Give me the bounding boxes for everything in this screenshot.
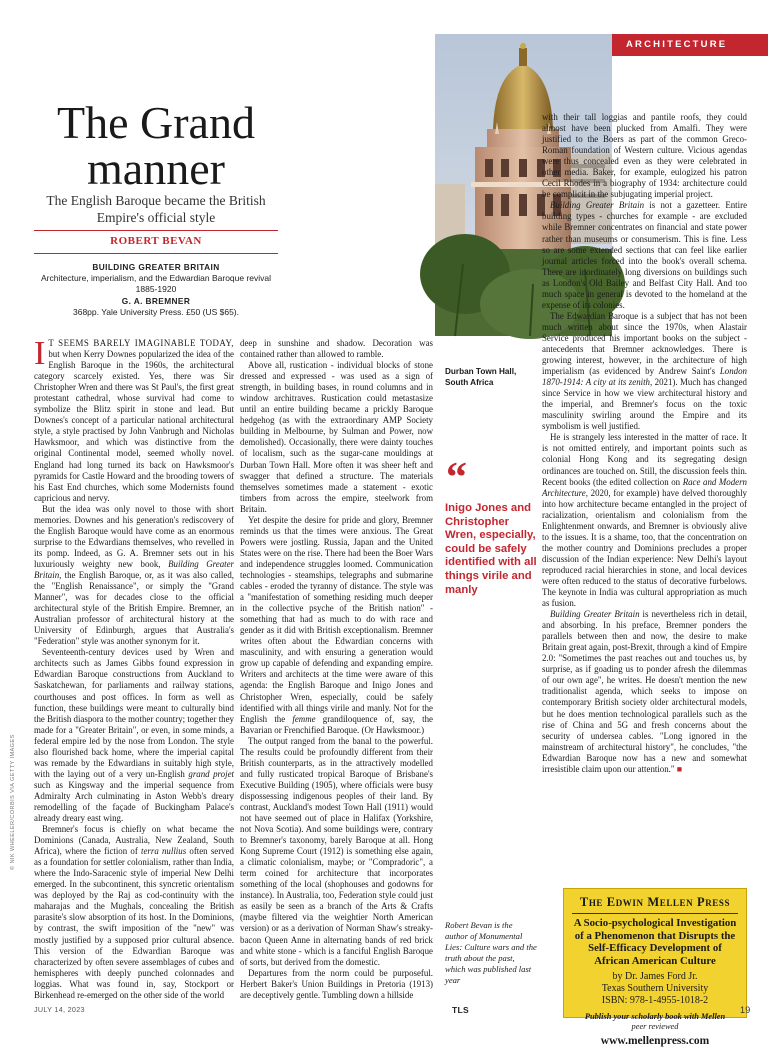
end-mark-icon: ■ <box>676 763 683 774</box>
paragraph-10: with their tall loggias and pantile roofs, they could almost have been plucked from Amalfi. They were justified to the Boers as part of the common Greco-Roman foundation of Western culture. Vicious agendas were thus concealed even as they were celebrated in other media. Baker, for example, eulogized his patron Cecil Rhodes in a biography of 1934: architecture could be complicit in the subjugating imperial project. <box>542 112 747 200</box>
ad-divider <box>572 913 738 914</box>
ad-peer-reviewed: peer reviewed <box>631 1022 679 1032</box>
footer-date: JULY 14, 2023 <box>34 1005 85 1014</box>
paragraph-6: Above all, rustication - individual blocks of stone dressed and expressed - was used as a sign of strength, in building bases, in round columns and in window architraves. Rustication could metastasize until an entire building became a prickly Baroque hedgehog (as with the extraordinary AMP Society building in Melbourne, by Sulman and Power, now demolished). Occasionally, there were dainty touches of localism, such as the sugar-cane mouldings at Durban Town Hall. More often it was sheer heft and swagger that defined a structure. The materials themselves sometimes made a statement - exotic timbers from across the empire, steelwork from Britain. <box>240 360 433 514</box>
ad-publisher: The Edwin Mellen Press <box>579 895 731 909</box>
paragraph-11: Building Greater Britain is not a gazetteer. Entire building types - churches for example - are excluded while Bremner concentrates on financial and state power rather than museums or consumerism. This is fine. Less so are some extended sections that can feel like earlier journal articles forced into the book's overall schema. There are inordinately long diversions on buildings such as London's Old Bailey and Belfast City Hall. And too much space in general is devoted to the homeland at the expense of its colonies. <box>542 200 748 310</box>
author-bio: Robert Bevan is the author of Monumental Lies: Culture wars and the truth about the past, which was published last year <box>445 920 537 985</box>
photo-credit: © NIK WHEELER/CORBIS VIA GETTY IMAGES <box>10 734 16 870</box>
paragraph-3: Seventeenth-century devices used by Wren and architects such as James Gibbs found expression in Edwardian Baroque constructions from Auckland to Saskatchewan, for parliaments and railway stations, courthouses and post offices. In form as well as function, these buildings were meant to culturally bind the British diaspora to the mother country; together they made for a "Greater Britain", or even, in some minds, a federal empire led by the nose from London. The style also flourished back home, where the imperial capital was remade by the Edwardians in suitably high style, with the laying out of a very un-English grand projet such as Kingsway and the imperial sequence from Admiralty Arch culminating in Aston Webb's dreary remodelling of the façade of Buckingham Palace's already dreary east wing. <box>34 647 234 824</box>
ad-book-title: A Socio-psychological Investigation of a Phenomenon that Disrupts the Self-Efficacy Development of African American Culture <box>573 917 737 967</box>
paragraph-1: I T SEEMS BARELY IMAGINABLE TODAY, but when Kerry Downes popularized the idea of the English Baroque in the 1960s, the architectural category scarcely existed. Yes, there was Sir Christopher Wren and there was St Paul's, the first great protestant cathedral, whose survival had come to symbolize the Blitz spirit in stone and lead. But Downes's concept of a particular national architectural style, a style practised by John Vanbrugh and Nicholas Hawksmoor, and which was distinctive from the original Continental model, seemed wholly novel. England had long turned its back on Hawksmoor's pyramids for Castle Howard and the brooding towers of his East End churches, which some Modernists found capricious and nervy. <box>34 335 234 503</box>
paragraph-5: deep in sunshine and shadow. Decoration was contained rather than allowed to ramble. <box>240 338 433 360</box>
paragraph-2: But the idea was only novel to those with short memories. Downes and his generation's rediscovery of the English Baroque would have come as an enormous surprise to the Edwardians themselves, who revelled in its pomp. Indeed, as G. A. Bremner sets out in his luxuriously weighty new book, Building Greater Britain, the English Baroque, or, as it was also called, the "English Renaissance", or simply the "Grand Manner", was for decades close to the official architectural style of the British Empire. Bremner, an Australian professor of architectural history at the University of Edinburgh, argues that Australia's "Federation" style was another synonym for it. <box>34 503 235 647</box>
paragraph-4: Bremner's focus is chiefly on what became the Dominions (Canada, Australia, New Zealand, South Africa), where the fiction of terra nullius often served as a foundation for settler colonialism, rather than India, where the Indo-Saracenic style of imperial New Delhi emerged. In the subcontinent, this syncretic orientalism was deployed by the Raj as cod-continuity with the maharajas and the Mughals, concealing the British parasite's slow absorption of its host. In the Dominions, by contrast, the swift imposition of the "new" was mostly justified by a supposed prior cultural absence. This version of the Edwardian Baroque was characterized by often severe assemblages of cubes and hemispheres with deeply punched colonnades and loggias. What was found in, say, Stockport or Birkenhead re-emerged on the other side of the world <box>34 824 234 1000</box>
paragraph-12: The Edwardian Baroque is a subject that has not been much written about since the 1970s, when Alastair Service produced his important books on the subject - antecedents that Bremner acknowledges. There is growing interest, however, in the architecture of high imperialism (as evidenced by Andrew Saint's London 1870-1914: A city at its zenith, 2021). Much has changed since Service in how we view architectural history and the imperial, and Bremner's focus on the toxic masculinity swirling around the Empire and its symbolism is well justified. <box>542 310 747 432</box>
paragraph-14: Building Greater Britain is nevertheless rich in detail, and absorbing. In his preface, Bremner ponders the parallels between then and now, the desire to make Britain great again, post-Brexit, through a kind of Empire 2.0: "Sometimes the past reaches out and touches us, by surprise, as if goading us to ponder afresh the dilemmas of our own age", he writes. He doesn't mention the new traditionalist agenda, which seeks to impose on contemporary British society older architectural models, but he does mention technological parallels such as the rise of China and 5G and fresh concerns about the security of undersea cables. "Long ignored in the mainstream of architectural history", he concludes, "the Edwardian Baroque now has a new and somewhat irresistible claim upon our attention." ■ <box>542 609 747 774</box>
book-author: G. A. BREMNER <box>121 296 191 306</box>
drop-cap: I <box>34 335 46 372</box>
ad-author: by Dr. James Ford Jr. <box>612 971 698 983</box>
quote-mark-icon: “ <box>446 455 467 501</box>
article-subtitle: The English Baroque became the British Empire's official style <box>46 193 266 225</box>
photo-caption: Durban Town Hall, South Africa <box>445 367 517 387</box>
paragraph-9: Departures from the norm could be purposeful. Herbert Baker's Union Buildings in Pretoria (1913) are deceptively gentle. Tumbling down a hillside <box>240 967 433 1000</box>
ad-affiliation: Texas Southern University <box>601 983 709 995</box>
section-banner: ARCHITECTURE <box>612 34 768 56</box>
column-4 <box>542 112 747 884</box>
page-number: 19 <box>740 1005 751 1015</box>
ad-url-link[interactable]: www.mellenpress.com <box>600 1035 710 1048</box>
book-info <box>34 262 278 318</box>
author-rule-top <box>34 230 278 231</box>
article-author: ROBERT BEVAN <box>110 235 202 247</box>
column-1 <box>34 335 235 1000</box>
article-title: The Grand manner <box>57 97 255 194</box>
ad-publish-line: Publish your scholarly book with Mellen <box>584 1012 726 1022</box>
paragraph-8: The output ranged from the banal to the powerful. The results could be profoundly different from their British counterparts, as in the attractively modelled and fully rusticated tropical Baroque of Brisbane's Executive Building (1905), where officials were busy dispossessing indigenous peoples of their land. By contrast, Auckland's modest Town Hall (1911) would not have seemed out of place in Halifax (Yorkshire, not Nova Scotia). And some buildings were, contrary to Bremner's taxonomy, barely Baroque at all. Hong Kong Supreme Court (1912) is something else again, a climatic colonialism, maybe; or "Compradoric", a term coined for architecture that incorporates something of the local (shophouses and godowns for instance). In Australia, too, Federation style could just as easily be seen as a branch of the Arts & Crafts (maybe filtered via the weightier North American version) or as a derivation of Norman Shaw's streaky-bacon Queen Anne in alternating bands of red brick and white stone - which is a fanciful English Baroque of sorts, but derived from the domestic. <box>240 735 433 967</box>
book-subtitle: Architecture, imperialism, and the Edwardian Baroque revival 1885-1920 <box>40 273 272 294</box>
mellen-press-ad[interactable] <box>563 888 747 1048</box>
footer-masthead: TLS <box>452 1005 469 1015</box>
book-title: BUILDING GREATER BRITAIN <box>92 262 220 272</box>
pull-quote: Inigo Jones and Christopher Wren, especially, could be safely identified with all things virile and manly <box>445 502 537 596</box>
ad-isbn: ISBN: 978-1-4955-1018-2 <box>601 995 709 1007</box>
book-details: 368pp. Yale University Press. £50 (US $65). <box>73 307 239 317</box>
column-2 <box>240 338 433 998</box>
author-rule-bottom <box>34 253 278 254</box>
paragraph-7: Yet despite the desire for pride and glory, Bremner reminds us that the times were anxious. The Great Powers were jostling. Russia, Japan and the United States were on the rise. There had been the Boer Wars and independence struggles loomed. Communication technologies - steamships, telegraphs and submarine cables - eroded the tyranny of distance. The style was a "manifestation of something residing much deeper in the collective psyche of the British nation" - something that had as much to do with race and gender as it did with British exceptionalism. Bremner writes often about the Edwardian concerns with masculinity, and with ensuring a generation would grow up capable of defending and expanding empire. Writers and architects at the time were aware of this agenda: the English Baroque and Inigo Jones and Christopher Wren, especially, could be safely identified with all things virile and manly. Not for the English the femme grandiloquence of, say, the Bavarian or Frenchified Baroque. (Or Hawksmoor.) <box>240 514 433 735</box>
paragraph-13: He is strangely less interested in the matter of race. It is not omitted entirely, and important points such as colonial Hong Kong and its segregating design ordinances are touched on. Still, the discussion feels thin. Recent books (the edited collection on Race and Modern Architecture, 2020, for example) have delved thoroughly into how architecture became entangled in the project of racialization, orientalism and colonialism from the Enlightenment onwards, and Bremner is obviously alive to the issues. It is a shame, too, that the concentration on the mother country and Dominions precludes a proper discussion of the Indian experience: New Delhi's layout reproduced racial hierarchies in stone, and local devices were often reduced to the status of decorative furbelows. The keynote in India was cultural appropriation as much as fusion. <box>542 432 747 609</box>
lead-in: T SEEMS BARELY IMAGINABLE TODAY, <box>48 338 234 348</box>
